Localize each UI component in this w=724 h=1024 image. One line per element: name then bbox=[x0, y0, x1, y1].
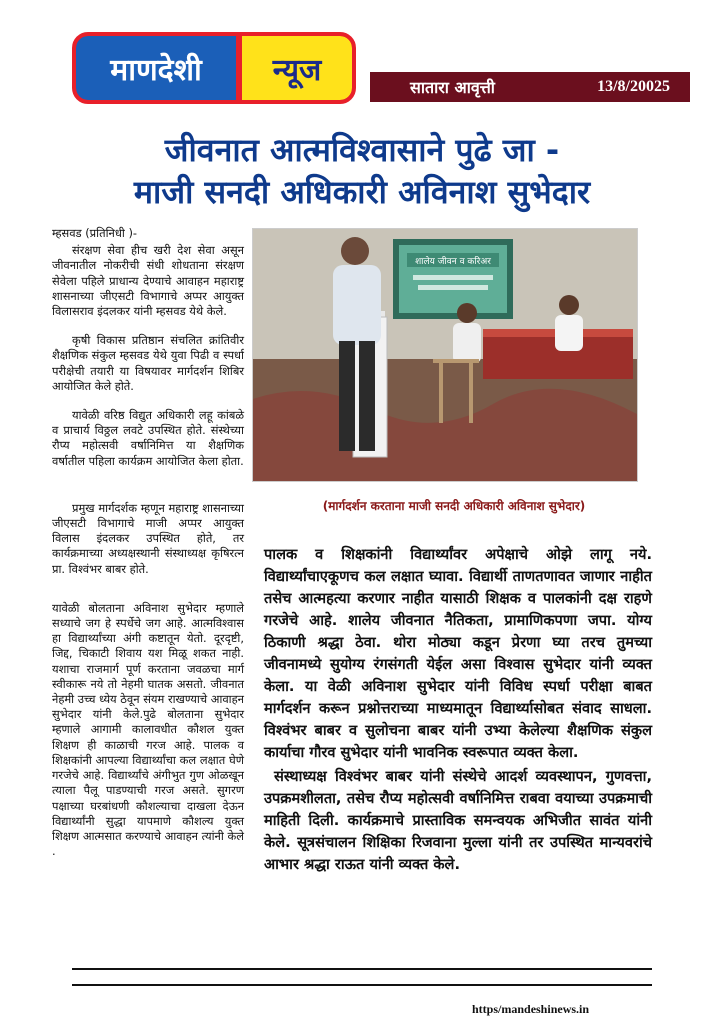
logo-right-text: न्यूज bbox=[242, 36, 352, 100]
main-column bbox=[264, 544, 652, 878]
event-photo bbox=[252, 228, 638, 482]
edition-date: 13/8/20025 bbox=[597, 78, 670, 95]
photo-caption: (मार्गदर्शन करताना माजी सनदी अधिकारी अविनाश सुभेदार) bbox=[322, 499, 586, 513]
left-column bbox=[52, 226, 244, 873]
left-paragraph-3: यावेळी वरिष्ठ विद्युत अधिकारी लहू कांबळे व प्राचार्य विठ्ठल लवटे उपस्थित होते. संस्थेच्या रौप्य महोत्सवी वर्षानिमित्त या शैक्षणिक वर्षातील पहिला कार्यक्रम आयोजित केला होता. bbox=[52, 408, 244, 468]
main-paragraph-2: संस्थाध्यक्ष विश्वंभर बाबर यांनी संस्थेचे आदर्श व्यवस्थापन, गुणवत्ता, उपक्रमशीलता, तसेच रौप्य महोत्सवी वर्षानिमित्त राबवा वयाच्या उपक्रमाची माहिती दिली. कार्यक्रमाचे प्रास्ताविक समन्वयक अभिजीत सावंत यांनी केले. सूत्रसंचालन शिक्षिका रिजवाना मुल्ला यांनी तर उपस्थित मान्यवरांचे आभार श्रद्धा राऊत यांनी व्यक्त केले. bbox=[264, 768, 652, 873]
left-paragraph-4: प्रमुख मार्गदर्शक म्हणून महाराष्ट्र शासनाच्या जीएसटी विभागाचे माजी अप्पर आयुक्त विलास इंदलकर उपस्थित होते, तर कार्यक्रमाच्या अध्यक्षस्थानी संस्थाध्यक्ष कृषिरत्न प्रा. विश्वंभर बाबर होते. bbox=[52, 500, 244, 576]
footer-rule-bottom bbox=[72, 984, 652, 986]
masthead-logo bbox=[72, 32, 356, 104]
left-paragraph-5: यावेळी बोलताना अविनाश सुभेदार म्हणाले सध्याचे जग हे स्पर्धेचे जग आहे. आत्मविश्वास हा विद्यार्थ्यांच्या अंगी कष्टातून येतो. दूरदृष्टी, जिद्द, चिकाटी शिवाय यश मिळू शकत नाही. यशाचा राजमार्ग पूर्ण करताना जवळचा मार्ग स्वीकारू नये तो नेहमी घातक असतो. जीवनात नेहमी उच्च ध्येय ठेवून संयम राखण्याचे आवाहन सुभेदार यांनी केले.पुढे बोलताना सुभेदार म्हणाले आगामी कालावधीत कौशल युक्त शिक्षण ही काळाची गरज आहे. पालक व शिक्षकांनी आपल्या विद्यार्थ्यांचा कल लक्षात घेणे गरजेचे आहे. विद्यार्थ्यांचे अंगीभुत गुण ओळखून त्याला पैलू पाडण्याची गरज असते. सुगरण पक्षाच्या घरबांधणी कौशल्याचा दाखला देऊन विद्यार्थ्यांनी सुद्धा यापमाणे कौशल्य युक्त शिक्षण आत्मसात करण्याचे आवाहन त्यांनी केले . bbox=[52, 600, 244, 859]
left-paragraph-1: संरक्षण सेवा हीच खरी देश सेवा असून जीवनातील नोकरीची संधी शोधताना संरक्षण सेवेला पहिले प्राधान्य देण्याचे आवाहन महाराष्ट्र शासनाच्या जीएसटी विभागाचे अप्पर आयुक्त विलासराव इंदलकर यांनी म्हसवड येथे केले. bbox=[52, 243, 244, 319]
footer-rule-top bbox=[72, 968, 652, 970]
headline-line-1: जीवनात आत्मविश्वासाने पुढे जा - bbox=[164, 131, 560, 169]
left-paragraph-2: कृषी विकास प्रतिष्ठान संचलित क्रांतिवीर शैक्षणिक संकुल म्हसवड येथे युवा पिढी व स्पर्धा परीक्षेची तयारी या विषयावर मार्गदर्शन शिबिर आयोजित केले होते. bbox=[52, 333, 244, 393]
headline-line-2: माजी सनदी अधिकारी अविनाश सुभेदार bbox=[133, 173, 591, 211]
event-photo-illustration bbox=[253, 229, 637, 481]
footer-url[interactable]: https/mandeshinews.in bbox=[472, 1002, 590, 1016]
main-paragraph-1: पालक व शिक्षकांनी विद्यार्थ्यांवर अपेक्षाचे ओझे लागू नये. विद्यार्थ्यांचाएकूणच कल लक्षात घ्यावा. विद्यार्थी ताणतणावत जाणार नाहीत तसेच आत्महत्या करणार नाहीत यासाठी शिक्षक व पालकांनी दक्ष राहणे गरजेचे आहे. शालेय जीवनात नैतिकता, प्रामाणिकपणा जपा. योग्य ठिकाणी श्रद्धा ठेवा. थोरा मोठ्या कडून प्रेरणा घ्या तरच तुमच्या जीवनामध्ये सुयोग्य रंगसंगती येईल असा विश्वास सुभेदार यांनी व्यक्त केला. या वेळी अविनाश सुभेदार यांनी विविध स्पर्धा परीक्षा बाबत मार्गदर्शन करून प्रश्नोत्तराच्या माध्यमातून विद्यार्थ्यासोबत संवाद साधला. विश्वंभर बाबर व सुलोचना बाबर यांनी उभ्या केलेल्या शैक्षणिक संकुल कार्याचा गौरव सुभेदार यांनी भावनिक स्वरूपात व्यक्त केला. bbox=[264, 546, 652, 761]
logo-left-text: माणदेशी bbox=[76, 36, 236, 100]
banner-text: शालेय जीवन व करिअर bbox=[415, 257, 491, 267]
edition-label: सातारा आवृत्ती bbox=[410, 78, 495, 97]
edition-bar bbox=[370, 72, 690, 102]
dateline: म्हसवड (प्रतिनिधी )- bbox=[52, 226, 138, 240]
